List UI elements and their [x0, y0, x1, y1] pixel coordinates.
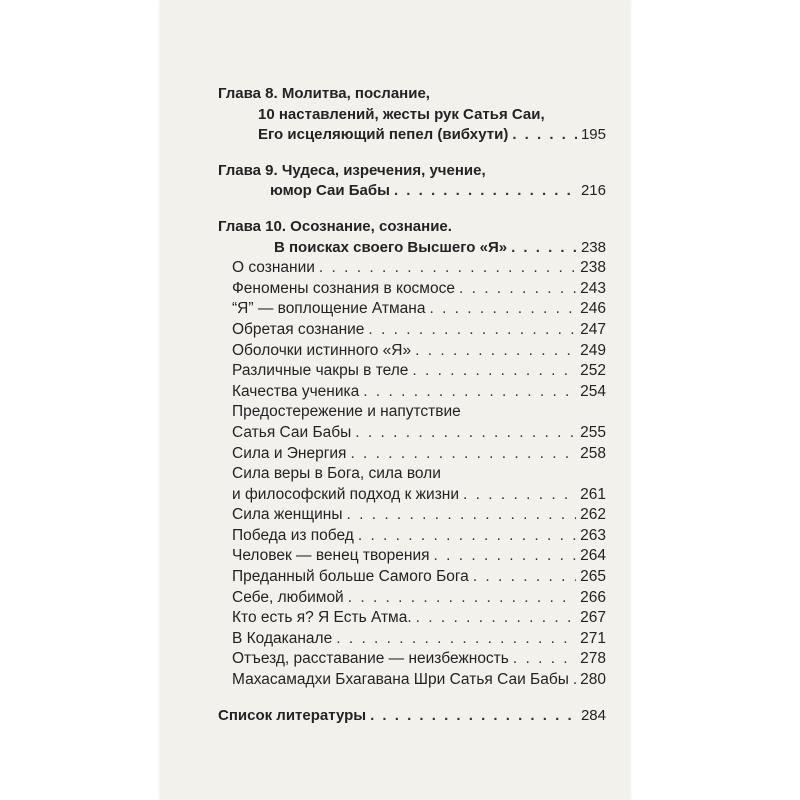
- toc-section-6: Качества ученика . . . 254: [218, 382, 606, 403]
- page-number: 238: [580, 238, 606, 256]
- dot-leader: [415, 341, 576, 362]
- dot-leader: [350, 444, 576, 465]
- table-of-contents: [218, 84, 606, 726]
- toc-section-10: Сила женщины . . . 262: [218, 505, 606, 526]
- toc-ch10-line2: В поисках своего Высшего «Я» . . . 238: [218, 238, 606, 259]
- dot-leader: [473, 567, 576, 588]
- toc-ch8-line1: Глава 8. Молитва, послание,: [218, 85, 430, 102]
- toc-bibliography: Список литературы . . . 284: [218, 706, 606, 727]
- dot-leader: [459, 279, 576, 300]
- toc-section-7-line1: Предостережение и напутствие: [232, 403, 461, 421]
- dot-leader: [363, 382, 576, 403]
- toc-section-14: Себе, любимой . . . 266: [218, 588, 606, 609]
- dot-leader: [511, 238, 577, 259]
- page-number: 216: [580, 182, 606, 200]
- toc-section-15: Кто есть я? Я Есть Атма. . . . 267: [218, 608, 606, 629]
- dot-leader: [348, 588, 576, 609]
- dot-leader: [463, 485, 576, 506]
- page-number: 195: [580, 126, 606, 144]
- toc-section-5: Различные чакры в теле . . . 252: [218, 361, 606, 382]
- toc-section-2: “Я” — воплощение Атмана . . . 246: [218, 299, 606, 320]
- page-number: 284: [580, 706, 606, 724]
- toc-section-12: Человек — венец творения . . . 264: [218, 546, 606, 567]
- toc-section-18: Махасамадхи Бхагавана Шри Сатья Саи Бабы . . . 280: [218, 670, 606, 691]
- toc-ch10-line1: Глава 10. Осознание, сознание.: [218, 217, 452, 235]
- dot-leader: [368, 320, 576, 341]
- toc-section-8: Сила и Энергия . . . 258: [218, 444, 606, 465]
- dot-leader: [513, 649, 576, 670]
- toc-ch9-line2: юмор Саи Бабы . . . 216: [218, 181, 606, 202]
- dot-leader: [370, 706, 577, 727]
- toc-section-17: Отъезд, расставание — неизбежность . . . 278: [218, 649, 606, 670]
- toc-section-7: Сатья Саи Бабы . . . 255: [218, 423, 606, 444]
- toc-section-4: Оболочки истинного «Я» . . . 249: [218, 341, 606, 362]
- dot-leader: [355, 423, 576, 444]
- dot-leader: [336, 629, 576, 650]
- toc-ch8-line3: Его исцеляющий пепел (вибхути) . . . 195: [218, 125, 606, 146]
- dot-leader: [573, 670, 576, 691]
- dot-leader: [512, 125, 577, 146]
- toc-section-13: Преданный больше Самого Бога . . . 265: [218, 567, 606, 588]
- dot-leader: [434, 546, 577, 567]
- toc-section-9-line1: Сила веры в Бога, сила воли: [232, 465, 441, 483]
- dot-leader: [346, 505, 576, 526]
- dot-leader: [412, 361, 576, 382]
- dot-leader: [358, 526, 576, 547]
- toc-section-0: О сознании . . . 238: [218, 258, 606, 279]
- dot-leader: [429, 299, 576, 320]
- toc-section-3: Обретая сознание . . . 247: [218, 320, 606, 341]
- dot-leader: [394, 181, 577, 202]
- toc-section-16: В Кодаканале . . . 271: [218, 629, 606, 650]
- toc-section-11: Победа из побед . . . 263: [218, 526, 606, 547]
- dot-leader: [319, 258, 576, 279]
- toc-section-9: и философский подход к жизни . . . 261: [218, 485, 606, 506]
- dot-leader: [416, 608, 576, 629]
- toc-section-1: Феномены сознания в космосе . . . 243: [218, 279, 606, 300]
- toc-ch9-line1: Глава 9. Чудеса, изречения, учение,: [218, 161, 486, 179]
- toc-ch8-line2: 10 наставлений, жесты рук Сатья Саи,: [258, 105, 545, 123]
